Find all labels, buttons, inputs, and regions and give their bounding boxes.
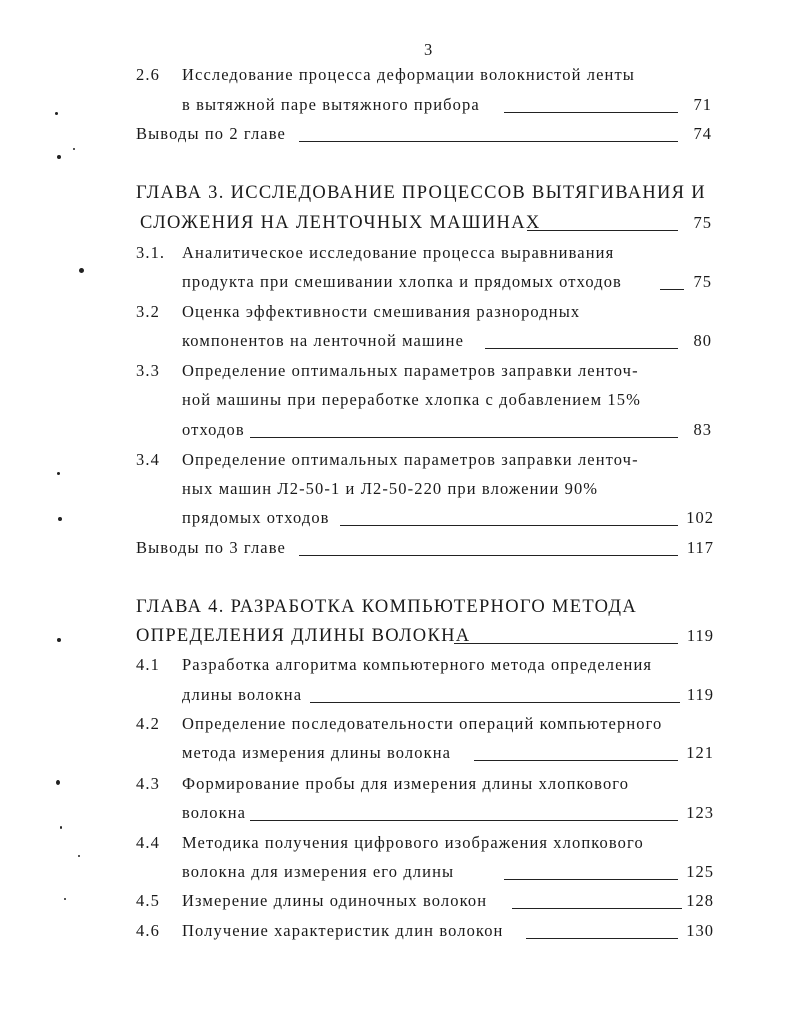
scan-speck	[78, 855, 80, 857]
toc-page-number: 75	[693, 272, 712, 291]
toc-page-number: 74	[693, 124, 712, 143]
toc-page-number: 119	[686, 626, 714, 645]
toc-page-number: 123	[686, 803, 714, 822]
dot-leader	[512, 908, 682, 909]
toc-page-number: 71	[693, 95, 712, 114]
toc-number: 4.1	[136, 655, 160, 674]
toc-page-number: 119	[686, 685, 714, 704]
scan-speck	[56, 780, 60, 785]
toc-number: 4.2	[136, 714, 160, 733]
toc-entry-text: длины волокна	[182, 685, 303, 704]
toc-number: 4.3	[136, 774, 160, 793]
toc-entry-text: метода измерения длины волокна	[182, 743, 452, 762]
toc-entry-text: Исследование процесса деформации волокнистой ленты	[182, 65, 635, 84]
toc-entry-text: Определение оптимальных параметров заправки ленточ-	[182, 361, 639, 380]
dot-leader	[527, 230, 678, 231]
scan-speck	[57, 155, 61, 159]
toc-number: 3.2	[136, 302, 160, 321]
toc-entry-text: компонентов на ленточной машине	[182, 331, 465, 350]
dot-leader	[340, 525, 678, 526]
scan-speck	[57, 472, 60, 475]
toc-entry-text: Измерение длины одиночных волокон	[182, 891, 488, 910]
scan-speck	[79, 268, 84, 273]
dot-leader	[474, 760, 678, 761]
scan-speck	[60, 826, 62, 829]
toc-entry-text: ных машин Л2-50-1 и Л2-50-220 при вложении 90%	[182, 479, 599, 498]
scan-speck	[73, 148, 75, 150]
chapter-heading: СЛОЖЕНИЯ НА ЛЕНТОЧНЫХ МАШИНАХ	[140, 213, 541, 233]
toc-page-number: 121	[686, 743, 714, 762]
dot-leader	[250, 820, 678, 821]
toc-entry-text: Определение последовательности операций компьютерного	[182, 714, 663, 733]
toc-entry-text: продукта при смешивании хлопка и прядомых отходов	[182, 272, 622, 291]
dot-leader	[454, 643, 678, 644]
dot-leader	[310, 702, 680, 703]
toc-entry-text: волокна для измерения его длины	[182, 862, 455, 881]
toc-number: 4.4	[136, 833, 160, 852]
toc-entry-text: в вытяжной паре вытяжного прибора	[182, 95, 480, 114]
toc-entry-text: Оценка эффективности смешивания разнородных	[182, 302, 581, 321]
dot-leader	[504, 112, 678, 113]
chapter-heading: ОПРЕДЕЛЕНИЯ ДЛИНЫ ВОЛОКНА	[136, 626, 471, 646]
toc-page-number: 80	[693, 331, 712, 350]
toc-entry-text: Аналитическое исследование процесса выравнивания	[182, 243, 615, 262]
toc-entry-text: Методика получения цифрового изображения хлопкового	[182, 833, 644, 852]
toc-entry-text: Выводы по 2 главе	[136, 124, 286, 143]
chapter-heading: ГЛАВА 4. РАЗРАБОТКА КОМПЬЮТЕРНОГО МЕТОДА	[136, 597, 638, 617]
toc-number: 3.3	[136, 361, 160, 380]
toc-entry-text: Формирование пробы для измерения длины хлопкового	[182, 774, 630, 793]
toc-number: 4.6	[136, 921, 160, 940]
toc-page-number: 75	[693, 213, 712, 232]
dot-leader	[660, 289, 684, 290]
dot-leader	[504, 879, 678, 880]
toc-entry-text: Выводы по 3 главе	[136, 538, 286, 557]
toc-page-number: 117	[686, 538, 714, 557]
scan-speck	[58, 517, 62, 521]
toc-entry-text: ной машины при переработке хлопка с добавлением 15%	[182, 390, 641, 409]
toc-page-number: 102	[686, 508, 714, 527]
dot-leader	[526, 938, 678, 939]
toc-entry-text: отходов	[182, 420, 245, 439]
toc-page-number: 128	[686, 891, 714, 910]
toc-entry-text: Определение оптимальных параметров заправки ленточ-	[182, 450, 639, 469]
toc-page-number: 125	[686, 862, 714, 881]
toc-entry-text: Разработка алгоритма компьютерного метода определения	[182, 655, 653, 674]
toc-page-number: 83	[693, 420, 712, 439]
toc-number: 4.5	[136, 891, 160, 910]
toc-number: 3.1.	[136, 243, 166, 262]
scan-speck	[64, 898, 66, 900]
dot-leader	[250, 437, 678, 438]
toc-entry-text: Получение характеристик длин волокон	[182, 921, 504, 940]
scan-speck	[57, 638, 61, 642]
dot-leader	[299, 141, 678, 142]
toc-entry-text: прядомых отходов	[182, 508, 330, 527]
toc-number: 2.6	[136, 65, 160, 84]
toc-page-number: 130	[686, 921, 714, 940]
scan-speck	[55, 112, 58, 115]
toc-number: 3.4	[136, 450, 160, 469]
chapter-heading: ГЛАВА 3. ИССЛЕДОВАНИЕ ПРОЦЕССОВ ВЫТЯГИВАНИЯ И	[136, 183, 706, 203]
toc-entry-text: волокна	[182, 803, 247, 822]
dot-leader	[299, 555, 678, 556]
page-number: 3	[424, 40, 434, 59]
dot-leader	[485, 348, 678, 349]
